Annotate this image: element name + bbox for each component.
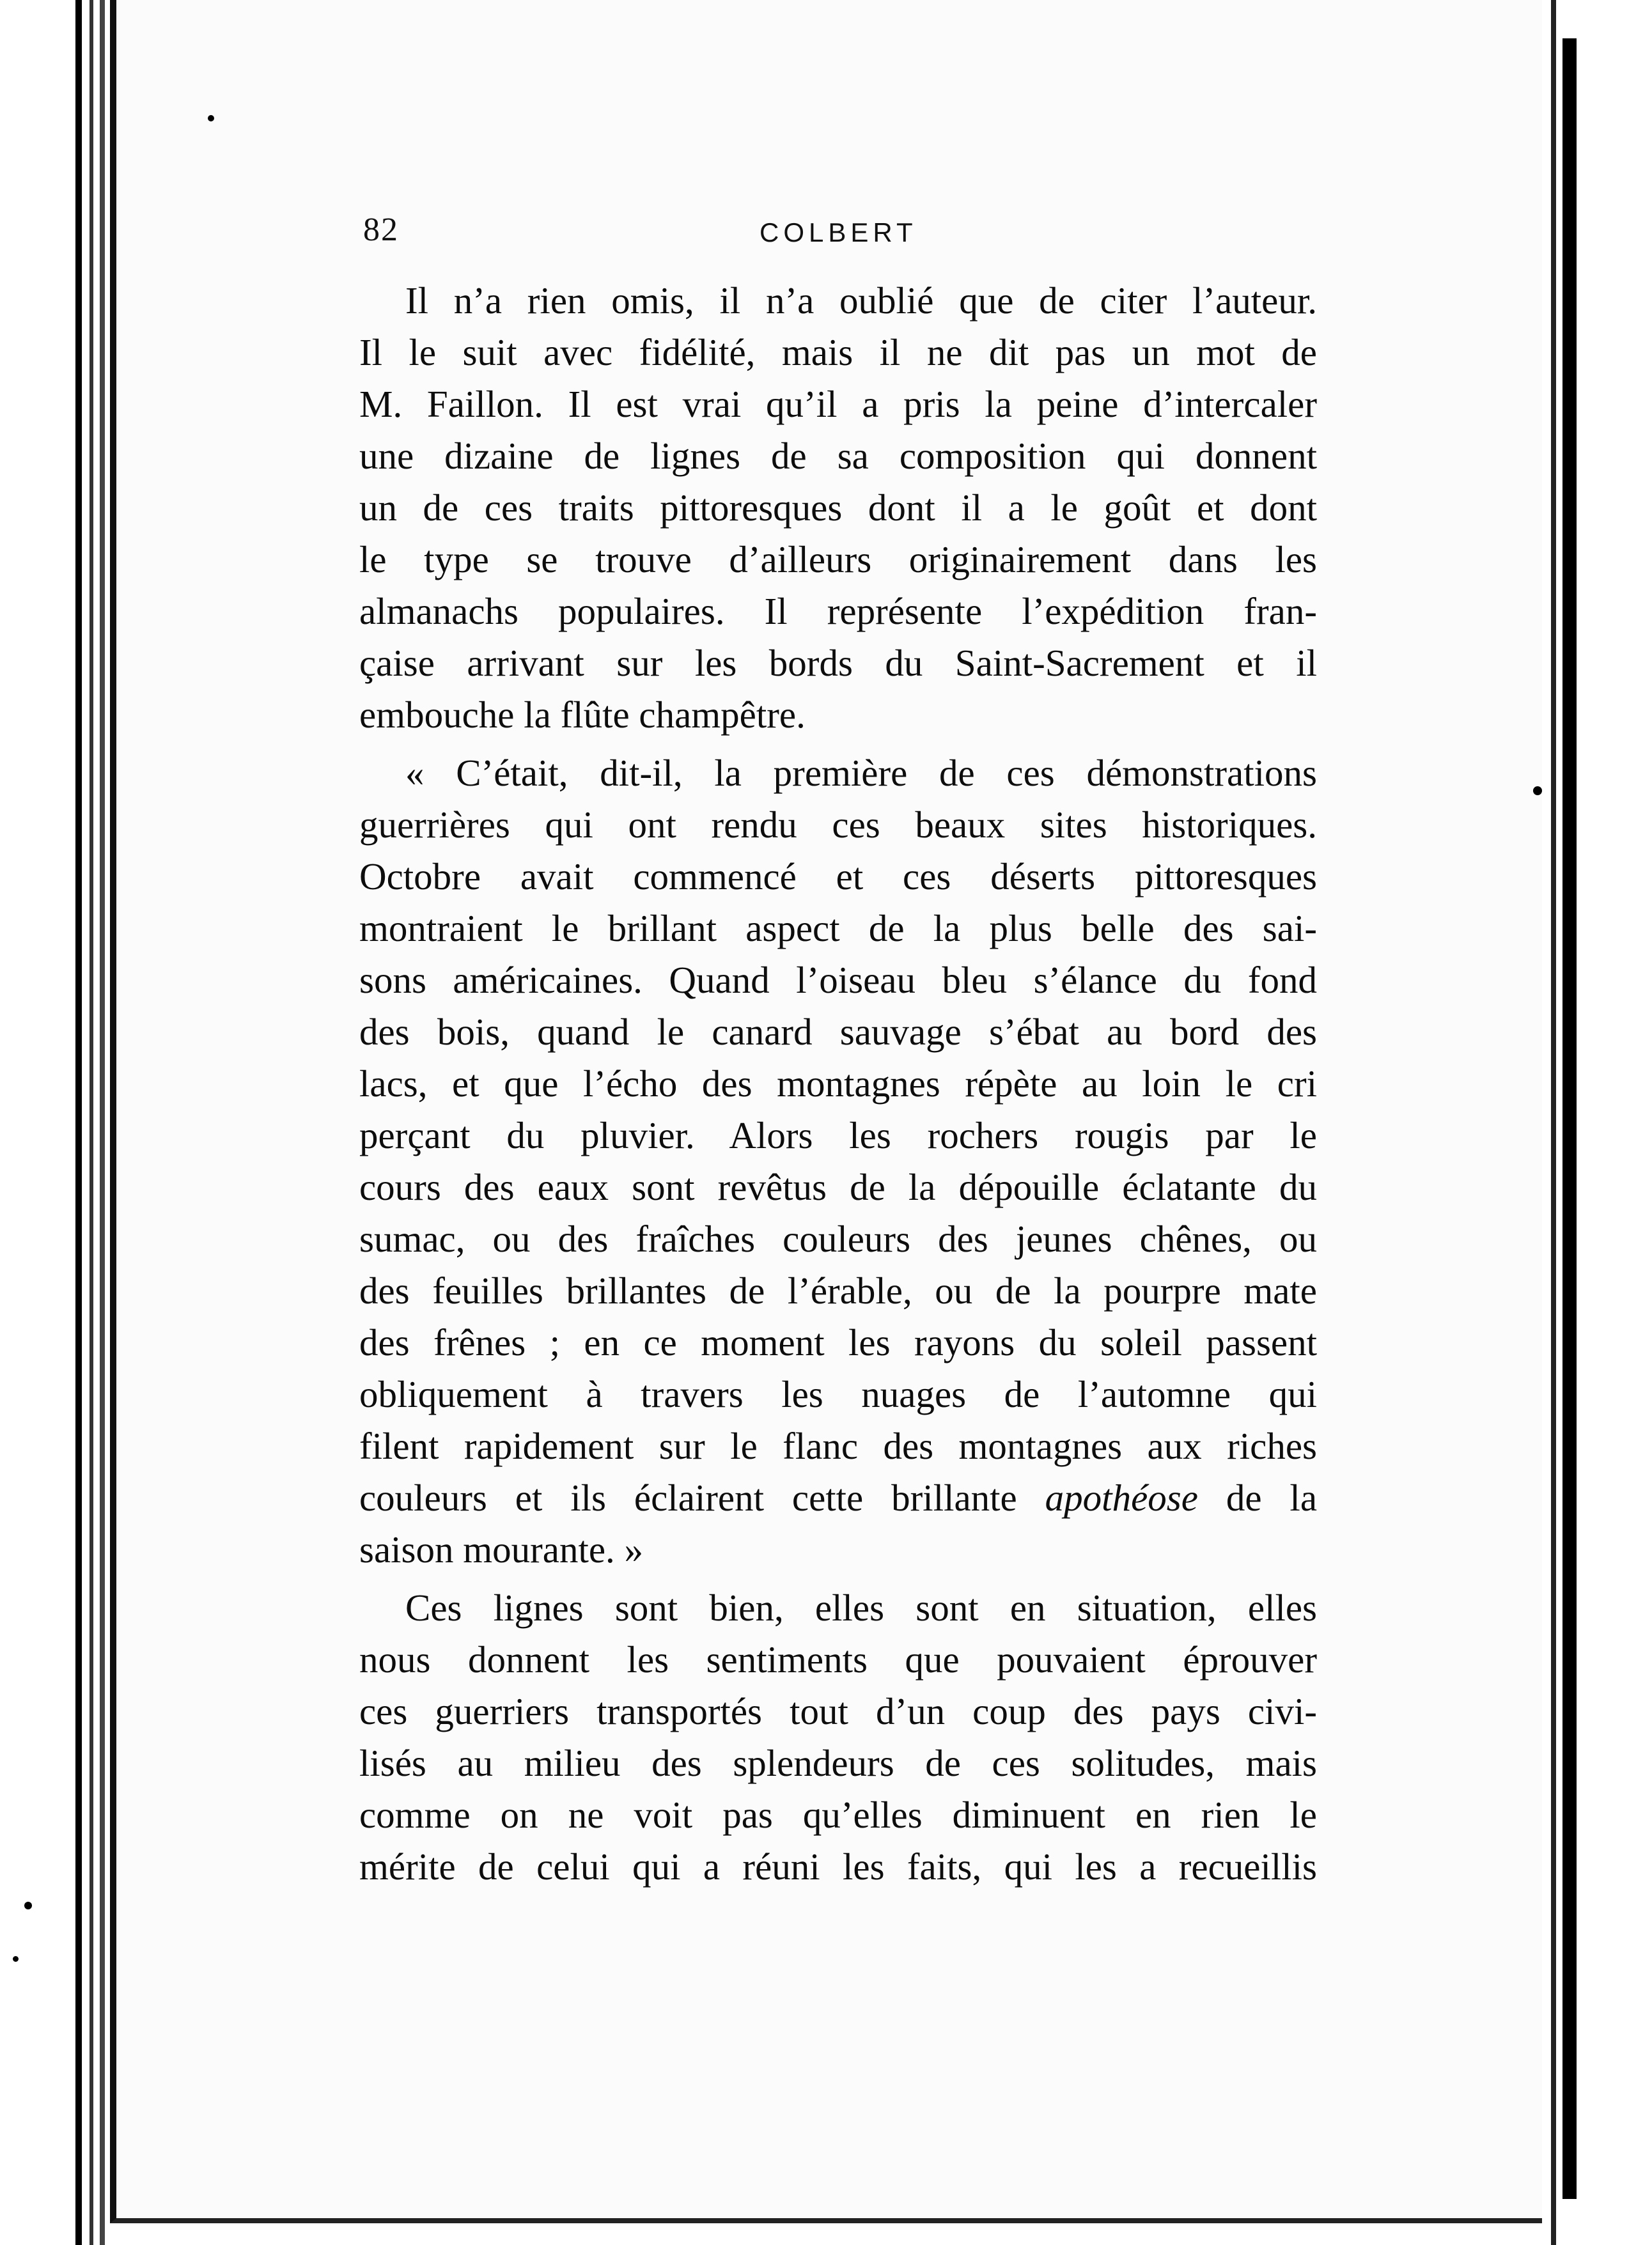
scan-speck [24, 1902, 32, 1909]
text-line: lacs, et que l’écho des montagnes répète au loin le cri [359, 1062, 1317, 1105]
text-fragment: de la [1226, 1477, 1318, 1519]
text-line: une dizaine de lignes de sa composition qui donnent [359, 435, 1317, 477]
text-line: montraient le brillant aspect de la plus belle des sai- [359, 907, 1317, 949]
text-fragment: couleurs et ils éclairent cette brillante [359, 1477, 1017, 1519]
scan-speck [1533, 786, 1542, 795]
scan-speck [13, 1956, 19, 1962]
running-head: COLBERT [760, 217, 917, 247]
text-line: Octobre avait commencé et ces déserts pittoresques [359, 855, 1317, 897]
text-line: saison mourante. » [359, 1528, 644, 1571]
text-line: des frênes ; en ce moment les rayons du soleil passent [359, 1321, 1317, 1363]
scan-right-margin [1542, 0, 1652, 2245]
text-line: M. Faillon. Il est vrai qu’il a pris la peine d’intercaler [359, 383, 1317, 425]
text-line: perçant du pluvier. Alors les rochers rougis par le [359, 1114, 1317, 1156]
text-line: Ces lignes sont bien, elles sont en situation, elles [405, 1587, 1317, 1629]
text-line: almanachs populaires. Il représente l’expédition fran- [359, 590, 1317, 632]
text-line: filent rapidement sur le flanc des montagnes aux riches [359, 1425, 1317, 1467]
paragraph-gap [359, 741, 1317, 747]
text-line: mérite de celui qui a réuni les faits, qui les a recueillis [359, 1845, 1317, 1888]
text-line: lisés au milieu des splendeurs de ces solitudes, mais [359, 1742, 1317, 1784]
text-line: embouche la flûte champêtre. [359, 694, 806, 736]
text-line: sumac, ou des fraîches couleurs des jeunes chênes, ou [359, 1218, 1317, 1260]
text-line: obliquement à travers les nuages de l’automne qui [359, 1373, 1317, 1415]
body-text [359, 275, 1317, 1893]
text-line: un de ces traits pittoresques dont il a le goût et dont [359, 486, 1317, 529]
scan-speck [208, 115, 214, 121]
paragraph-gap [359, 1576, 1317, 1582]
paragraph-quotation [359, 747, 1317, 1576]
italic-word: apothéose [1045, 1477, 1198, 1519]
text-line: comme on ne voit pas qu’elles diminuent en rien le [359, 1794, 1317, 1836]
page-edge-line [1562, 38, 1577, 2199]
paragraph [359, 1582, 1317, 1893]
text-line: « C’était, dit-il, la première de ces démonstrations [405, 752, 1317, 794]
page-edge-line [75, 0, 82, 2245]
scan-left-margin [0, 0, 112, 2245]
paragraph [359, 275, 1317, 741]
page-edge-line [1551, 0, 1556, 2245]
text-line: le type se trouve d’ailleurs originairement dans les [359, 538, 1317, 580]
text-line-with-italic [359, 1472, 1317, 1524]
page-edge-line [100, 0, 105, 2245]
text-line: ces guerriers transportés tout d’un coup des pays civi- [359, 1690, 1317, 1732]
text-line: Il le suit avec fidélité, mais il ne dit pas un mot de [359, 331, 1317, 373]
text-line: des bois, quand le canard sauvage s’ébat au bord des [359, 1011, 1317, 1053]
text-line: nous donnent les sentiments que pouvaient éprouver [359, 1638, 1317, 1681]
page-number: 82 [363, 212, 399, 248]
text-line: des feuilles brillantes de l’érable, ou de la pourpre mate [359, 1270, 1317, 1312]
page-edge-line [90, 0, 93, 2245]
text-line: çaise arrivant sur les bords du Saint-Sacrement et il [359, 642, 1317, 684]
text-line: Il n’a rien omis, il n’a oublié que de citer l’auteur. [405, 279, 1317, 322]
text-line: sons américaines. Quand l’oiseau bleu s’élance du fond [359, 959, 1317, 1001]
text-line: cours des eaux sont revêtus de la dépouille éclatante du [359, 1166, 1317, 1208]
text-line: guerrières qui ont rendu ces beaux sites historiques. [359, 804, 1317, 846]
